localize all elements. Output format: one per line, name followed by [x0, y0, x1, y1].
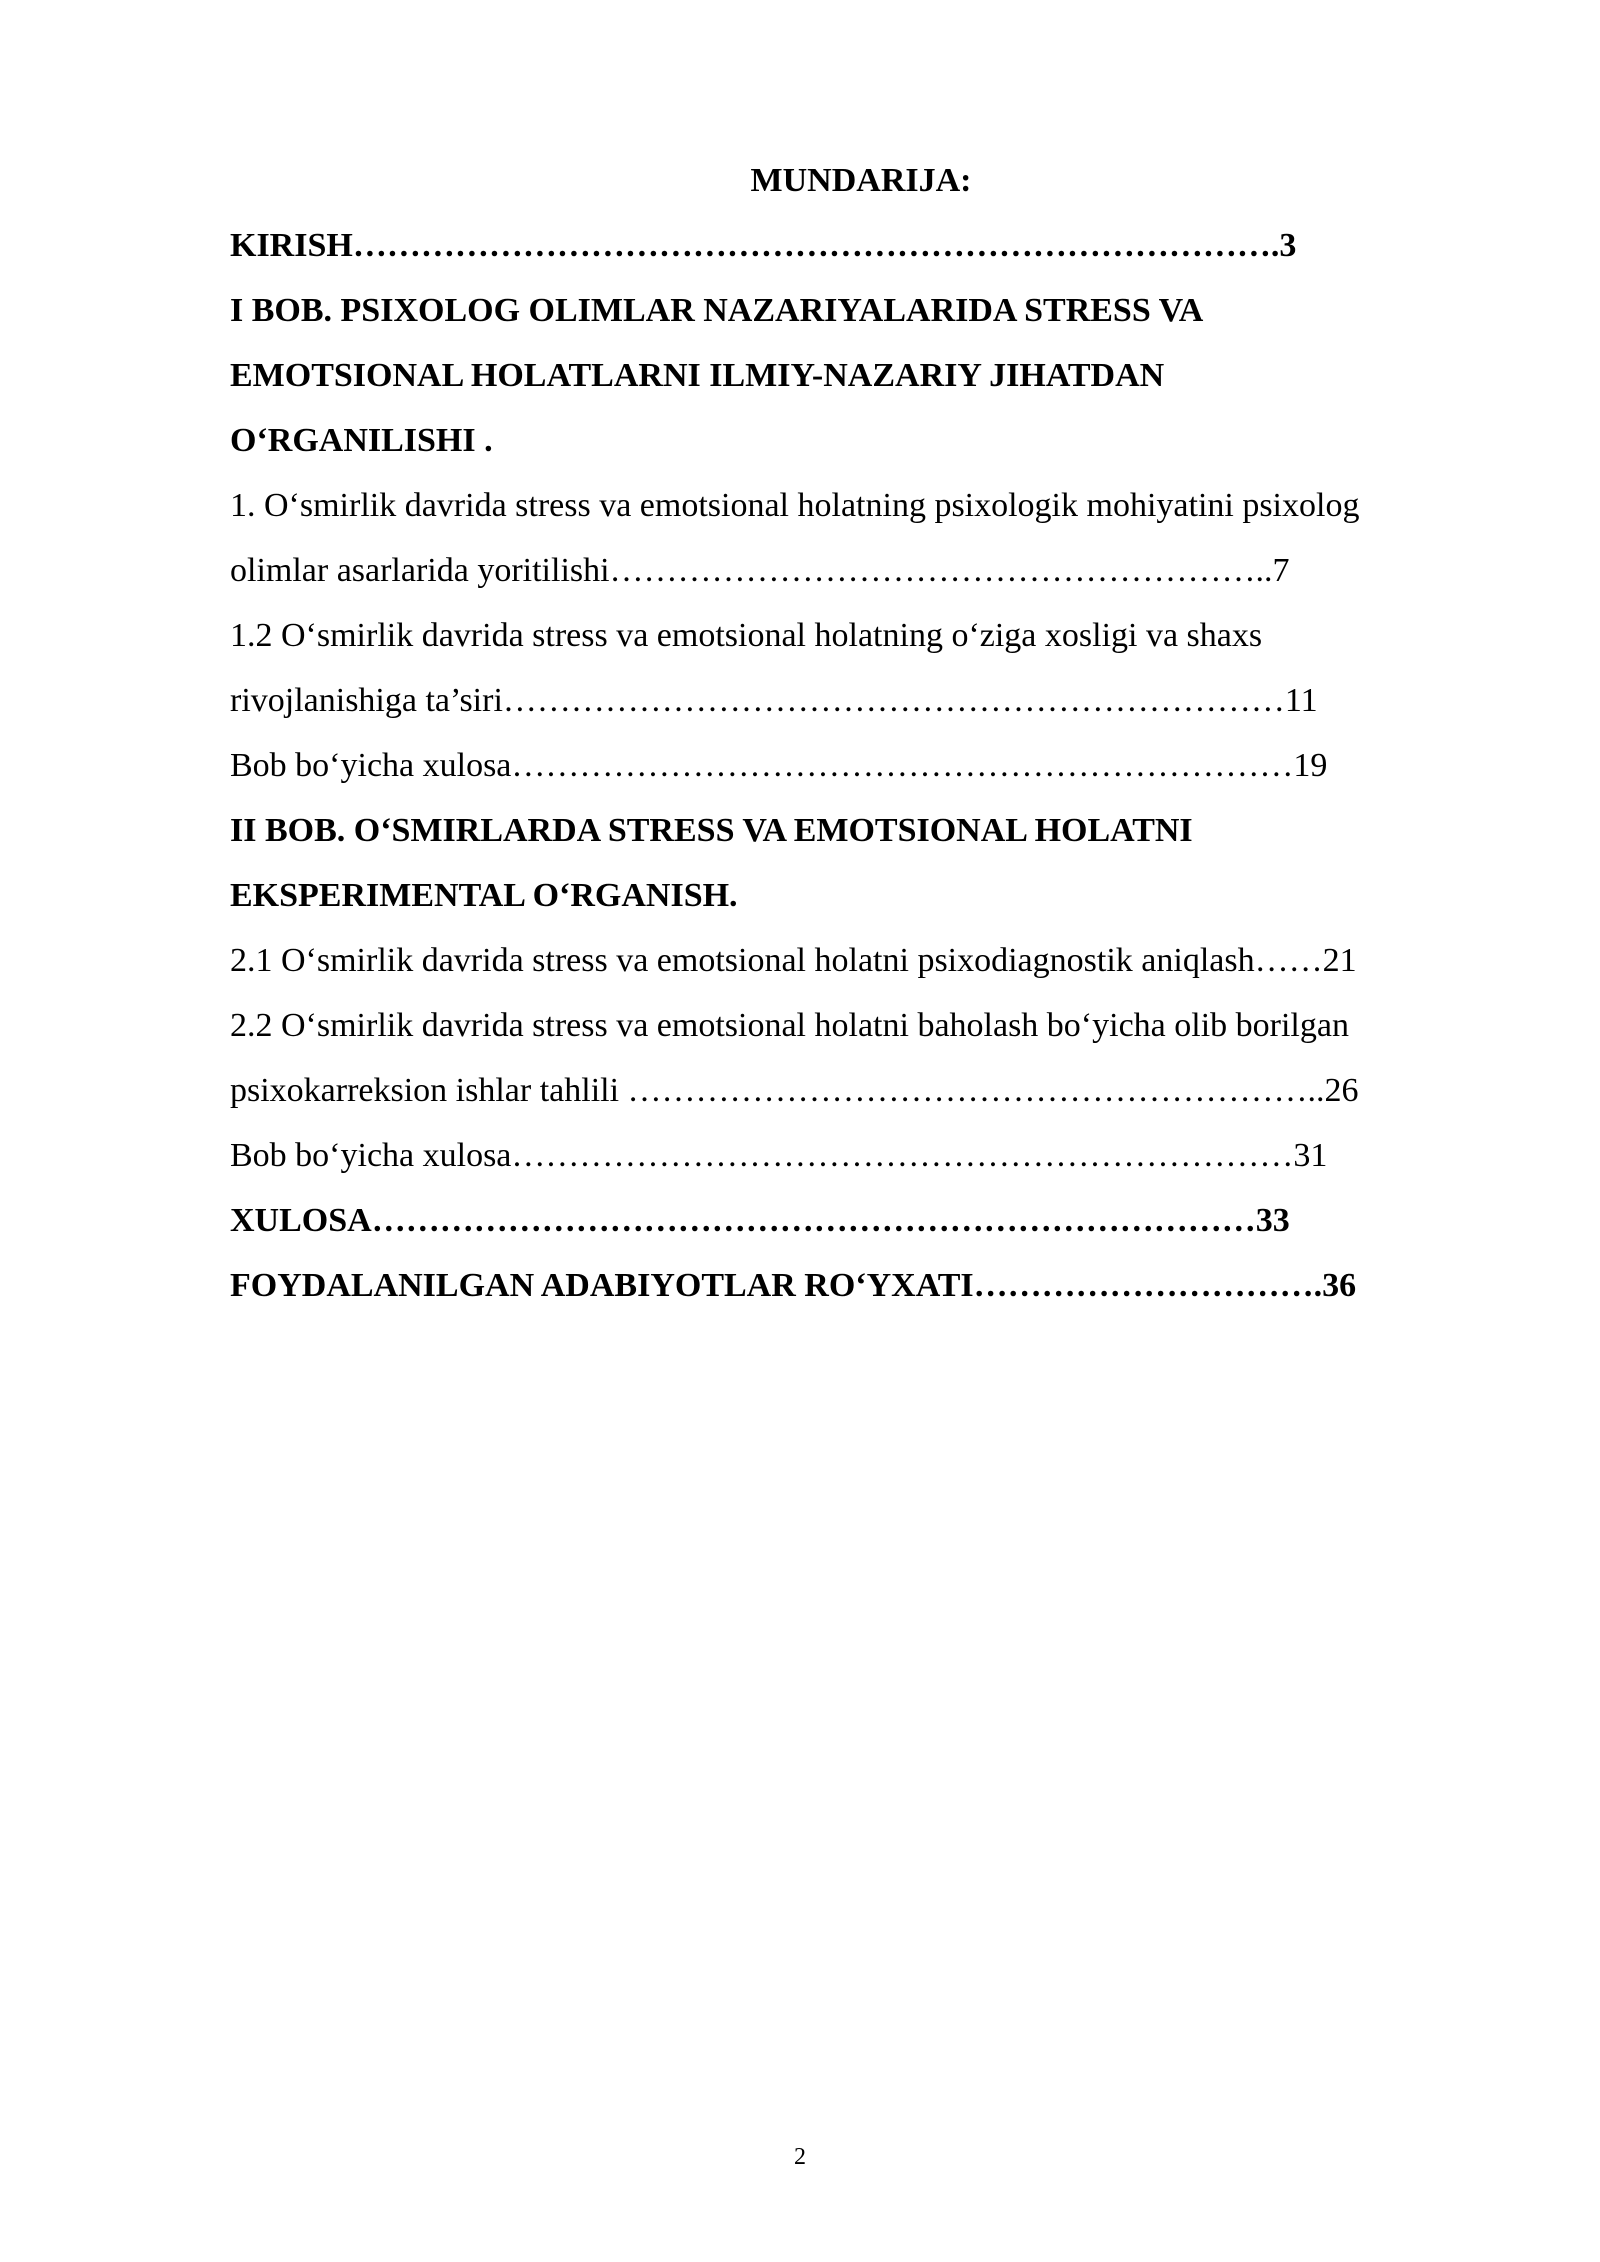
toc-title: MUNDARIJA:	[750, 162, 972, 199]
toc-chapter-1-title-line-1: I BOB. PSIXOLOG OLIMLAR NAZARIYALARIDA STRESS VA	[230, 292, 1204, 329]
toc-section-2-2-line-1: 2.2 O‘smirlik davrida stress va emotsional holatni baholash bo‘yicha olib borilgan	[230, 1007, 1349, 1044]
toc-chapter-2-title-line-2: EKSPERIMENTAL O‘RGANISH.	[230, 877, 738, 914]
toc-chapter-1-title-line-3: O‘RGANILISHI .	[230, 422, 493, 459]
toc-entry-xulosa: XULOSA……………………………………………………………………33	[230, 1202, 1290, 1239]
toc-section-2-1: 2.1 O‘smirlik davrida stress va emotsional holatni psixodiagnostik aniqlash……21	[230, 942, 1357, 979]
toc-section-1-1-line-1: 1. O‘smirlik davrida stress va emotsional holatning psixologik mohiyatini psixolog	[230, 487, 1360, 524]
toc-chapter-1-summary: Bob bo‘yicha xulosa……………………………………………………………19	[230, 747, 1328, 784]
table-of-contents	[230, 148, 1492, 1318]
toc-section-1-2-line-2: rivojlanishiga ta’siri……………………………………………………………11	[230, 682, 1318, 719]
toc-chapter-2-title-line-1: II BOB. O‘SMIRLARDA STRESS VA EMOTSIONAL HOLATNI	[230, 812, 1193, 849]
toc-entry-kirish: KIRISH……………………………………………………………………….3	[230, 227, 1297, 264]
toc-section-1-2-line-1: 1.2 O‘smirlik davrida stress va emotsional holatning o‘ziga xosligi va shaxs	[230, 617, 1263, 654]
toc-entry-references: FOYDALANILGAN ADABIYOTLAR RO‘YXATI………………………….36	[230, 1267, 1357, 1304]
toc-section-2-2-line-2: psixokarreksion ishlar tahlili ……………………………………………………..26	[230, 1072, 1359, 1109]
page-number: 2	[794, 2144, 806, 2170]
toc-chapter-1-title-line-2: EMOTSIONAL HOLATLARNI ILMIY-NAZARIY JIHATDAN	[230, 357, 1165, 394]
toc-section-1-1-line-2: olimlar asarlarida yoritilishi…………………………………………………..7	[230, 552, 1290, 589]
toc-chapter-2-summary: Bob bo‘yicha xulosa……………………………………………………………31	[230, 1137, 1328, 1174]
